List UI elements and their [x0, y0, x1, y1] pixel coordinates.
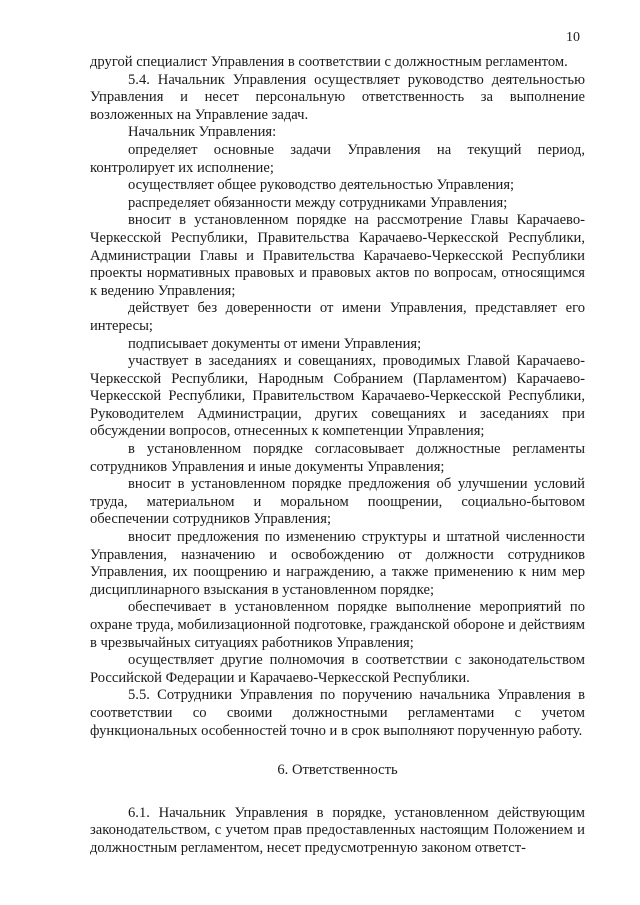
list-item: участвует в заседаниях и совещаниях, проводимых Главой Карачаево-Черкесской Республики, Народным Собранием (Парламентом) Карачаево-Черкесской Республики, Правительством Карачаево-Черкесской Республики, Руководителем Администрации, других совещаниях и заседаниях при обсуждении вопросов, отнесенных к компетенции Управления; [90, 353, 585, 440]
list-item: в установленном порядке согласовывает должностные регламенты сотрудников Управления и иные документы Управления; [90, 441, 585, 475]
list-item: осуществляет общее руководство деятельностью Управления; [128, 177, 515, 194]
list-item: подписывает документы от имени Управления; [128, 335, 422, 352]
paragraph: Начальник Управления: [128, 124, 277, 141]
list-item: осуществляет другие полномочия в соответствии с законодательством Российской Федерации и Карачаево-Черкесской Республики. [90, 652, 585, 686]
list-item: действует без доверенности от имени Управления, представляет его интересы; [90, 300, 585, 334]
paragraph: 5.5. Сотрудники Управления по поручению начальника Управления в соответствии со своими должностными регламентами с учетом функциональных особенностей точно и в срок выполняют порученную работу. [90, 687, 585, 739]
list-item: вносит в установленном порядке на рассмотрение Главы Карачаево-Черкесской Республики, Правительства Карачаево-Черкесской Республики, Администрации Главы и Правительства Карачаево-Черкесской Республики проекты нормативных правовых и правовых актов по вопросам, относящимся к ведению Управления; [90, 212, 585, 299]
list-item: вносит в установленном порядке предложения об улучшении условий труда, материальном и моральном поощрении, социально-бытовом обеспечении сотрудников Управления; [90, 476, 585, 528]
paragraph: 5.4. Начальник Управления осуществляет руководство деятельностью Управления и несет персональную ответственность за выполнение возложенных на Управление задач. [90, 71, 585, 123]
list-item: вносит предложения по изменению структуры и штатной численности Управления, назначению и освобождению от должности сотрудников Управления, их поощрению и награждению, а также применению к ним мер дисциплинарного взыскания в установленном порядке; [90, 529, 585, 598]
page-number: 10 [566, 30, 580, 45]
list-item: распределяет обязанности между сотрудниками Управления; [128, 194, 508, 211]
section-heading: 6. Ответственность [277, 762, 398, 779]
document-body [90, 54, 585, 858]
paragraph: другой специалист Управления в соответствии с должностным регламентом. [90, 54, 568, 70]
list-item: определяет основные задачи Управления на текущий период, контролирует их исполнение; [90, 141, 585, 176]
list-item: обеспечивает в установленном порядке выполнение мероприятий по охране труда, мобилизационной подготовке, гражданской обороне и действиям в чрезвычайных ситуациях работников Управления; [90, 599, 585, 651]
paragraph: 6.1. Начальник Управления в порядке, установленном действующим законодательством, с учетом прав предоставленных настоящим Положением и должностным регламентом, несет предусмотренную законом ответст- [90, 804, 585, 856]
